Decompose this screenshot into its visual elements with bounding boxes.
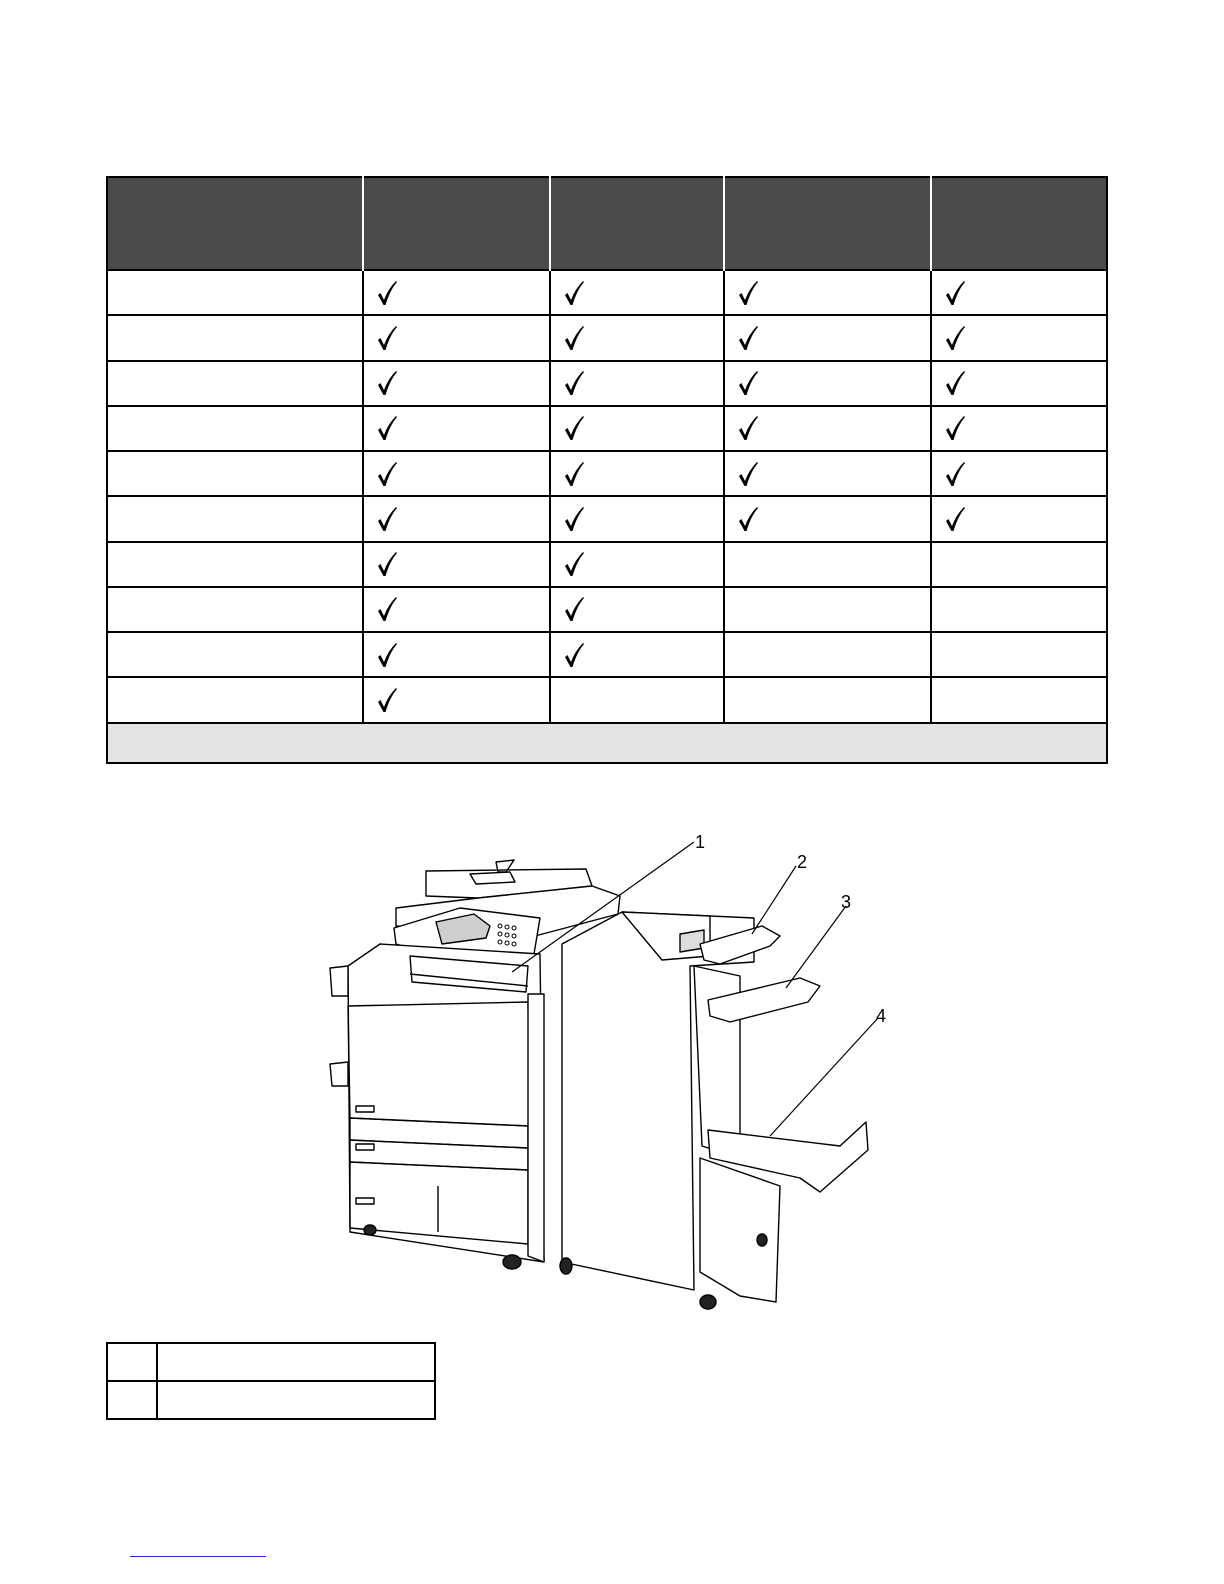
table-header-row [107,177,1107,270]
table-cell [724,406,931,451]
header-cell [724,177,931,270]
table-row [107,451,1107,496]
check-icon [563,506,585,532]
check-icon [376,506,398,532]
table-row [107,270,1107,315]
check-icon [737,461,759,487]
check-icon [563,596,585,622]
callout-4: 4 [876,1006,887,1026]
table-cell [107,361,363,406]
check-icon [376,370,398,396]
table-cell [363,270,550,315]
table-cell [363,542,550,587]
table-cell [107,496,363,541]
table-cell [724,361,931,406]
table-cell [724,632,931,677]
table-cell [107,677,363,722]
output-tray-3 [708,978,820,1022]
table-cell [931,270,1107,315]
table-cell [550,406,724,451]
table-cell [931,542,1107,587]
table-cell [107,451,363,496]
table-cell [550,270,724,315]
check-icon [563,642,585,668]
check-icon [944,506,966,532]
table-cell [363,315,550,360]
header-cell [107,177,363,270]
table-cell [550,587,724,632]
printer-finisher-illustration [300,826,920,1316]
table-cell [931,361,1107,406]
table-note-row [107,723,1107,763]
table-cell [363,406,550,451]
check-icon [563,280,585,306]
table-note [107,723,1107,763]
table-cell [550,542,724,587]
table-cell [931,496,1107,541]
callout-3: 3 [841,892,852,912]
table-cell [550,677,724,722]
legend-number [107,1381,157,1419]
table-cell [107,632,363,677]
table-cell [363,632,550,677]
table-cell [724,270,931,315]
table-cell [107,315,363,360]
check-icon [737,415,759,441]
table-cell [363,451,550,496]
table-row [107,632,1107,677]
table-cell [724,677,931,722]
table-cell [363,677,550,722]
check-icon [563,461,585,487]
table-cell [107,587,363,632]
check-icon [563,415,585,441]
table-row [107,542,1107,587]
table-row [107,496,1107,541]
check-icon [376,596,398,622]
table-cell [363,496,550,541]
check-icon [376,687,398,713]
check-icon [944,461,966,487]
check-icon [737,370,759,396]
table-row [107,587,1107,632]
check-icon [563,325,585,351]
table-cell [931,451,1107,496]
check-icon [737,506,759,532]
table-row [107,361,1107,406]
table-row [107,406,1107,451]
check-icon [376,461,398,487]
check-icon [376,551,398,577]
table-cell [363,587,550,632]
header-cell [931,177,1107,270]
footer-link-underline[interactable] [130,1556,266,1557]
table-cell [550,632,724,677]
check-icon [563,370,585,396]
check-icon [737,280,759,306]
table-cell [724,451,931,496]
table-cell [724,315,931,360]
check-icon [376,415,398,441]
table-cell [724,496,931,541]
table-cell [550,361,724,406]
table-cell [550,315,724,360]
table-cell [931,632,1107,677]
table-body [107,270,1107,763]
table-cell [363,361,550,406]
table-cell [550,451,724,496]
table-cell [724,542,931,587]
legend-number [107,1343,157,1381]
table-cell [107,542,363,587]
check-icon [944,325,966,351]
check-icon [737,325,759,351]
table-cell [931,406,1107,451]
check-icon [944,280,966,306]
callout-1: 1 [695,832,706,852]
header-cell [363,177,550,270]
header-cell [550,177,724,270]
table-row [107,315,1107,360]
legend-label [157,1343,435,1381]
table-cell [931,315,1107,360]
table-cell [107,406,363,451]
support-table [106,176,1108,764]
check-icon [944,370,966,396]
check-icon [944,415,966,441]
legend-label [157,1381,435,1419]
table-cell [931,677,1107,722]
check-icon [376,280,398,306]
callout-legend-table [106,1342,436,1420]
check-icon [376,325,398,351]
table-row [107,677,1107,722]
table-cell [107,270,363,315]
table-cell [550,496,724,541]
check-icon [376,642,398,668]
table-cell [724,587,931,632]
legend-row [107,1343,435,1381]
callout-2: 2 [797,852,808,872]
check-icon [563,551,585,577]
table-cell [931,587,1107,632]
legend-row [107,1381,435,1419]
